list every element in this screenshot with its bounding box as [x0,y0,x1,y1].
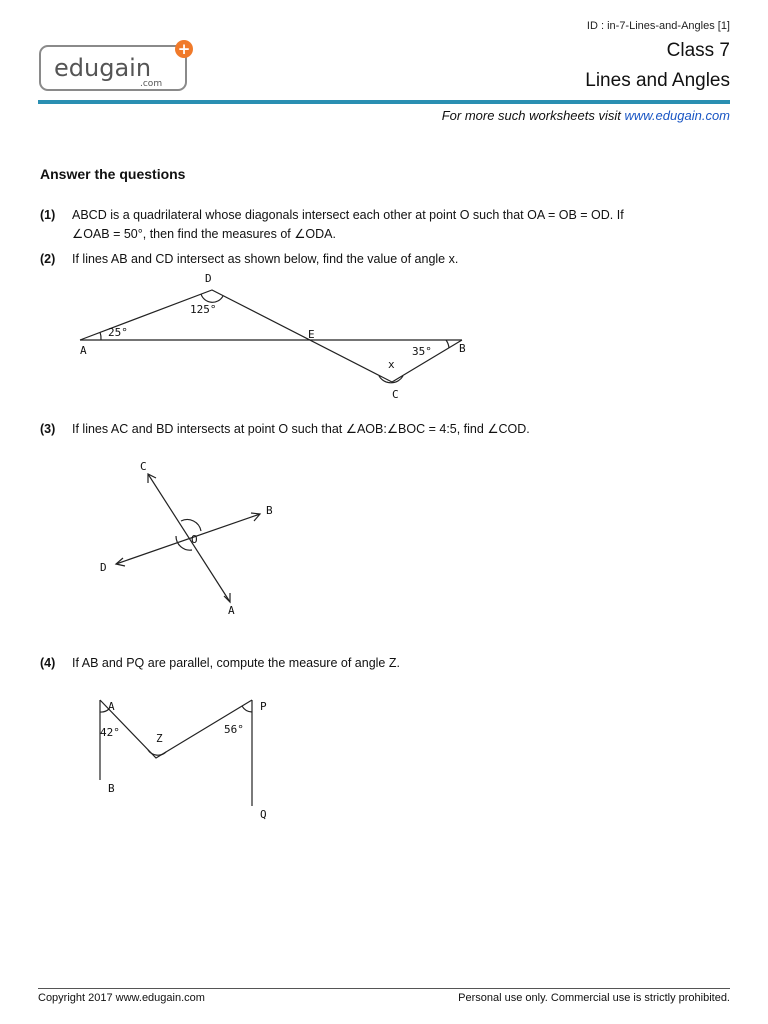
line-bd [116,514,260,564]
arc-angle-a [100,332,101,340]
arc-angle-b [446,340,449,348]
label-d: D [100,561,107,574]
question-2-figure [72,268,492,408]
question-3-text: If lines AC and BD intersects at point O such that ∠AOB:∠BOC = 4:5, find ∠COD. [72,422,530,436]
question-2-text: If lines AB and CD intersect as shown below, find the value of angle x. [72,252,459,266]
label-angle-p: 56° [224,723,244,736]
logo-sub: .com [140,79,163,89]
label-b: B [459,342,466,355]
class-title: Class 7 [666,40,730,61]
logo-badge: + [177,40,191,58]
tagline-text: For more such worksheets visit [441,108,625,123]
label-z: Z [156,732,163,745]
label-angle-b: 35° [412,345,432,358]
arc-angle-p [242,706,252,712]
topic-title: Lines and Angles [585,70,730,91]
question-1-number: (1) [40,208,56,222]
label-a: A [80,344,87,357]
question-4-number: (4) [40,656,56,670]
question-1-line-2: ∠OAB = 50°, then find the measures of ∠ODA. [72,227,336,241]
label-b: B [108,782,115,795]
document-id: ID : in-7-Lines-and-Angles [1] [586,20,730,32]
question-4-figure [90,694,290,834]
label-e: E [308,328,315,341]
label-b: B [266,504,273,517]
label-angle-d: 125° [190,303,217,316]
question-4-text: If AB and PQ are parallel, compute the measure of angle Z. [72,656,400,670]
label-p: P [260,700,267,713]
tagline [442,108,730,123]
question-1-line-1: ABCD is a quadrilateral whose diagonals intersect each other at point O such that OA = OB = OD. If [72,208,624,222]
footer-copyright: Copyright 2017 www.edugain.com [38,992,205,1004]
label-a: A [108,700,115,713]
footer-divider [38,988,730,989]
header-divider [38,100,730,104]
arc-angle-z [148,750,166,755]
label-x: x [388,358,395,371]
arc-angle-d [201,294,223,302]
edugain-logo [38,40,198,96]
logo-wordmark: edugain [54,54,152,82]
label-o: O [191,533,198,546]
path-a-d-c-b [80,290,462,382]
label-c: C [392,388,399,401]
label-d: D [205,272,212,285]
section-heading: Answer the questions [40,166,186,182]
question-3-number: (3) [40,422,56,436]
website-link[interactable]: www.edugain.com [624,108,730,123]
question-2-number: (2) [40,252,56,266]
label-q: Q [260,808,267,821]
label-c: C [140,460,147,473]
footer-notice: Personal use only. Commercial use is strictly prohibited. [458,992,730,1004]
label-angle-a: 42° [100,726,120,739]
question-3-figure [90,454,290,624]
label-angle-a: 25° [108,326,128,339]
line-ac [148,474,230,602]
label-a: A [228,604,235,617]
